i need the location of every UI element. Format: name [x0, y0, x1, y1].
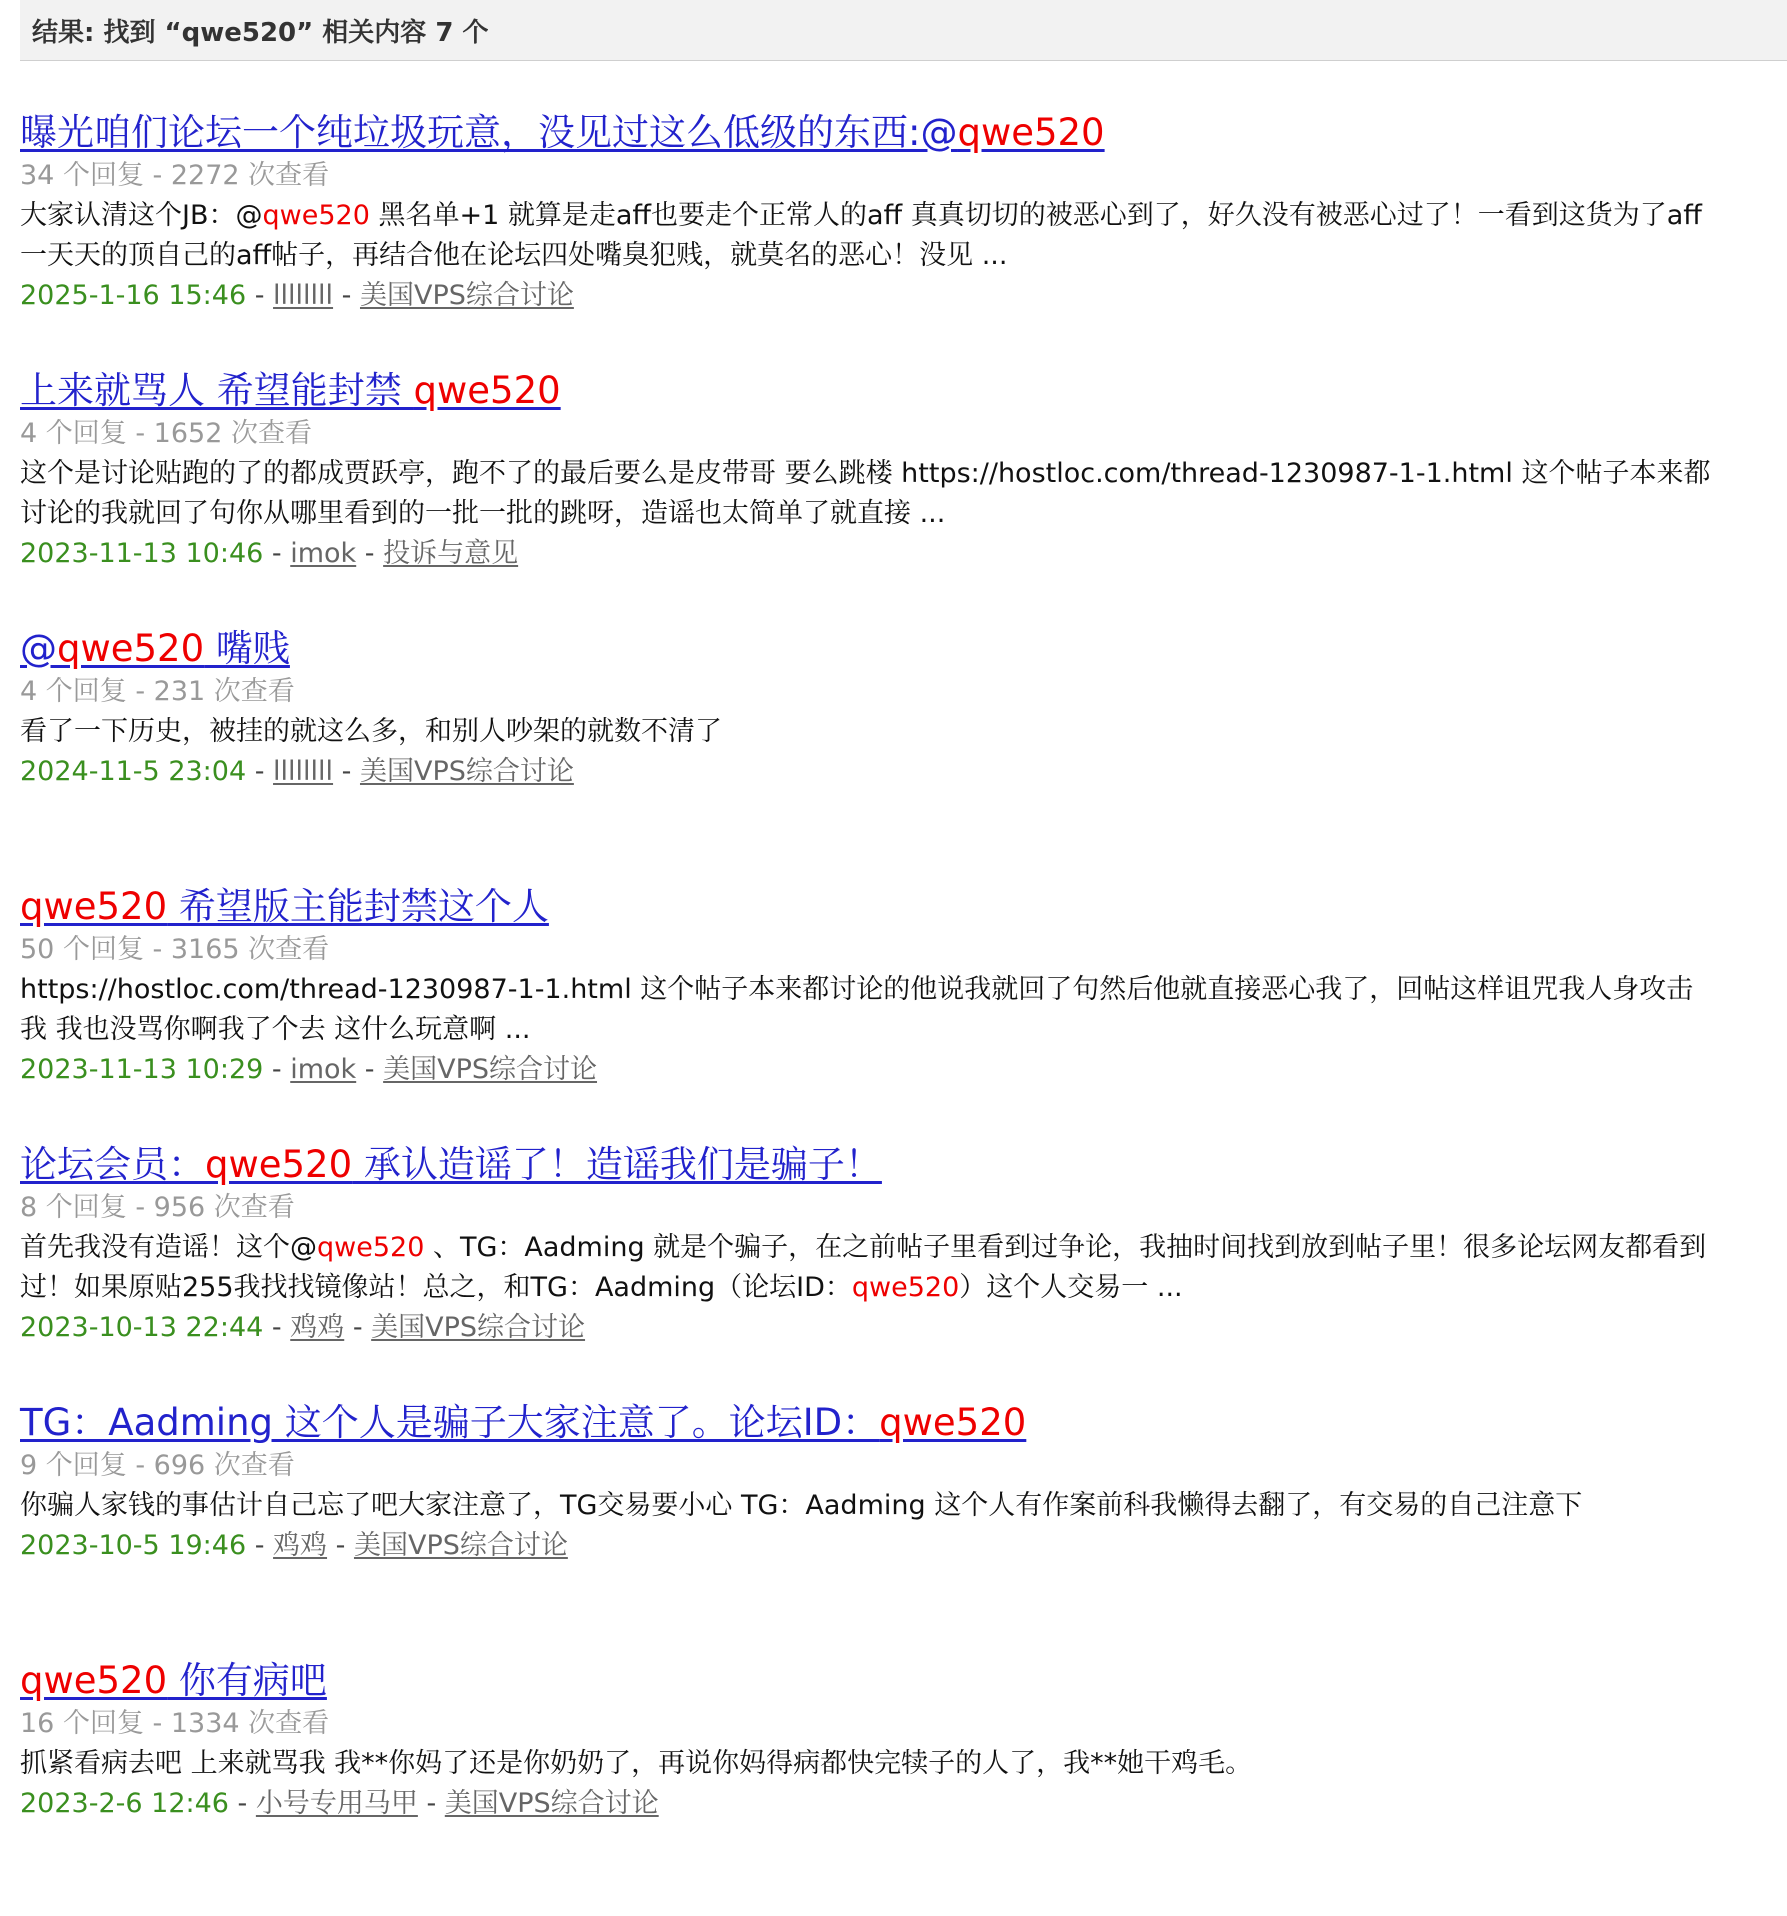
author-link[interactable]: 鸡鸡: [290, 1312, 345, 1343]
keyword-highlight: qwe520: [205, 1143, 353, 1186]
result-item: [20, 368, 1720, 626]
result-info: [20, 1050, 1720, 1090]
separator: -: [246, 1530, 274, 1561]
summary-text: 看了一下历史，被挂的就这么多，和别人吵架的就数不清了: [20, 716, 722, 747]
forum-link[interactable]: 投诉与意见: [383, 538, 519, 569]
separator: -: [333, 280, 360, 311]
separator: -: [263, 1054, 291, 1085]
result-summary: [20, 454, 1720, 534]
keyword-highlight: qwe520: [262, 200, 370, 231]
result-title-link[interactable]: [20, 884, 1720, 930]
post-date: 2024-11-5 23:04: [20, 756, 247, 787]
result-title-link[interactable]: [20, 110, 1720, 156]
keyword-highlight: qwe520: [957, 111, 1105, 154]
title-text: 曝光咱们论坛一个纯垃圾玩意，没见过这么低级的东西:@: [20, 111, 958, 154]
result-title-link[interactable]: [20, 1142, 1720, 1188]
separator: -: [356, 1054, 384, 1085]
title-text: 嘴贱: [204, 627, 290, 670]
summary-text: 你骗人家钱的事估计自己忘了吧大家注意了，TG交易要小心 TG：Aadming 这个人有作案前科我懒得去翻了，有交易的自己注意下: [20, 1490, 1583, 1521]
author-link[interactable]: imok: [290, 1054, 357, 1085]
separator: -: [327, 1530, 354, 1561]
result-stats: 4 个回复 - 231 次查看: [20, 676, 295, 707]
author-link[interactable]: imok: [290, 538, 357, 569]
search-results-list: [20, 110, 1720, 1916]
forum-link[interactable]: 美国VPS综合讨论: [383, 1054, 598, 1085]
summary-text: https://hostloc.com/thread-1230987-1-1.html 这个帖子本来都讨论的他说我就回了句然后他就直接恶心我了，回帖这样诅咒我人身攻击我 我也没骂你啊我了个去 这什么玩意啊 ...: [20, 974, 1694, 1045]
post-date: 2023-11-13 10:46: [20, 538, 264, 569]
result-item: [20, 1142, 1720, 1400]
result-title-link[interactable]: [20, 1658, 1720, 1704]
result-summary: [20, 712, 1720, 752]
separator: -: [228, 1788, 256, 1819]
result-info: [20, 276, 1720, 316]
separator: -: [333, 756, 360, 787]
keyword-highlight: qwe520: [57, 627, 205, 670]
title-text: 上来就骂人 希望能封禁: [20, 369, 414, 412]
summary-text: 大家认清这个JB：@: [20, 200, 263, 231]
author-link[interactable]: llllllll: [273, 280, 334, 311]
result-stats: 16 个回复 - 1334 次查看: [20, 1708, 330, 1739]
result-item: [20, 1400, 1720, 1658]
result-item: [20, 626, 1720, 884]
result-summary: [20, 1744, 1720, 1784]
title-text: TG：Aadming 这个人是骗子大家注意了。论坛ID：: [20, 1401, 880, 1444]
title-text: 希望版主能封禁这个人: [167, 885, 549, 928]
author-link[interactable]: llllllll: [273, 756, 334, 787]
title-text: @: [20, 627, 57, 670]
forum-link[interactable]: 美国VPS综合讨论: [371, 1312, 586, 1343]
result-summary: [20, 196, 1720, 276]
forum-link[interactable]: 美国VPS综合讨论: [353, 1530, 568, 1561]
summary-text: 黑名单+1 就算是走aff也要走个正常人的aff 真真切切的被恶心到了，好久没有被恶心过了！一看到这货为了aff一天天的顶自己的aff帖子，再结合他在论坛四处嘴臭犯贱，就莫名的恶心！没见 ...: [20, 200, 1702, 271]
result-summary: [20, 970, 1720, 1050]
separator: -: [263, 538, 291, 569]
result-stats: 34 个回复 - 2272 次查看: [20, 160, 330, 191]
result-info: [20, 1784, 1720, 1824]
separator: -: [263, 1312, 291, 1343]
results-header: [20, 0, 1787, 61]
post-date: 2023-11-13 10:29: [20, 1054, 264, 1085]
separator: -: [417, 1788, 445, 1819]
result-info: [20, 534, 1720, 574]
post-date: 2025-1-16 15:46: [20, 280, 247, 311]
results-count-text: 结果: 找到 “qwe520” 相关内容 7 个: [32, 17, 489, 48]
keyword-highlight: qwe520: [413, 369, 561, 412]
post-date: 2023-10-5 19:46: [20, 1530, 247, 1561]
author-link[interactable]: 小号专用马甲: [255, 1788, 418, 1819]
keyword-highlight: qwe520: [317, 1232, 425, 1263]
title-text: 承认造谣了！造谣我们是骗子！: [352, 1143, 882, 1186]
summary-text: 抓紧看病去吧 上来就骂我 我**你妈了还是你奶奶了，再说你妈得病都快完犊子的人了，我**她干鸡毛。: [20, 1748, 1253, 1779]
separator: -: [246, 756, 274, 787]
separator: -: [356, 538, 384, 569]
result-summary: [20, 1228, 1720, 1308]
summary-text: 这个是讨论贴跑的了的都成贾跃亭，跑不了的最后要么是皮带哥 要么跳楼 https://hostloc.com/thread-1230987-1-1.html 这个帖子本来都讨论的我就回了句你从哪里看到的一批一批的跳呀，造谣也太简单了就直接 ...: [20, 458, 1711, 529]
title-text: 你有病吧: [167, 1659, 327, 1702]
separator: -: [246, 280, 274, 311]
post-date: 2023-2-6 12:46: [20, 1788, 229, 1819]
forum-link[interactable]: 美国VPS综合讨论: [359, 280, 574, 311]
keyword-highlight: qwe520: [20, 1659, 168, 1702]
separator: -: [344, 1312, 372, 1343]
result-info: [20, 752, 1720, 792]
summary-text: 首先我没有造谣！这个@: [20, 1232, 317, 1263]
keyword-highlight: qwe520: [851, 1272, 960, 1303]
result-item: [20, 110, 1720, 368]
forum-link[interactable]: 美国VPS综合讨论: [359, 756, 574, 787]
result-info: [20, 1308, 1720, 1348]
title-text: 论坛会员：: [20, 1143, 205, 1186]
forum-link[interactable]: 美国VPS综合讨论: [444, 1788, 659, 1819]
result-title-link[interactable]: [20, 626, 1720, 672]
result-stats: 4 个回复 - 1652 次查看: [20, 418, 312, 449]
result-title-link[interactable]: [20, 1400, 1720, 1446]
post-date: 2023-10-13 22:44: [20, 1312, 264, 1343]
keyword-highlight: qwe520: [20, 885, 168, 928]
author-link[interactable]: 鸡鸡: [273, 1530, 328, 1561]
result-item: [20, 1658, 1720, 1916]
result-summary: [20, 1486, 1720, 1526]
result-info: [20, 1526, 1720, 1566]
result-title-link[interactable]: [20, 368, 1720, 414]
keyword-highlight: qwe520: [879, 1401, 1027, 1444]
summary-text: 、TG：Aadming 就是个骗子，在之前帖子里看到过争论，我抽时间找到放到帖子里！很多论坛网友都看到过！如果原贴255我找找镜像站！总之，和TG：Aadming（论坛ID：: [20, 1232, 1707, 1303]
summary-text: ）这个人交易一 ...: [959, 1272, 1183, 1303]
result-stats: 50 个回复 - 3165 次查看: [20, 934, 330, 965]
result-item: [20, 884, 1720, 1142]
result-stats: 8 个回复 - 956 次查看: [20, 1192, 295, 1223]
result-stats: 9 个回复 - 696 次查看: [20, 1450, 295, 1481]
